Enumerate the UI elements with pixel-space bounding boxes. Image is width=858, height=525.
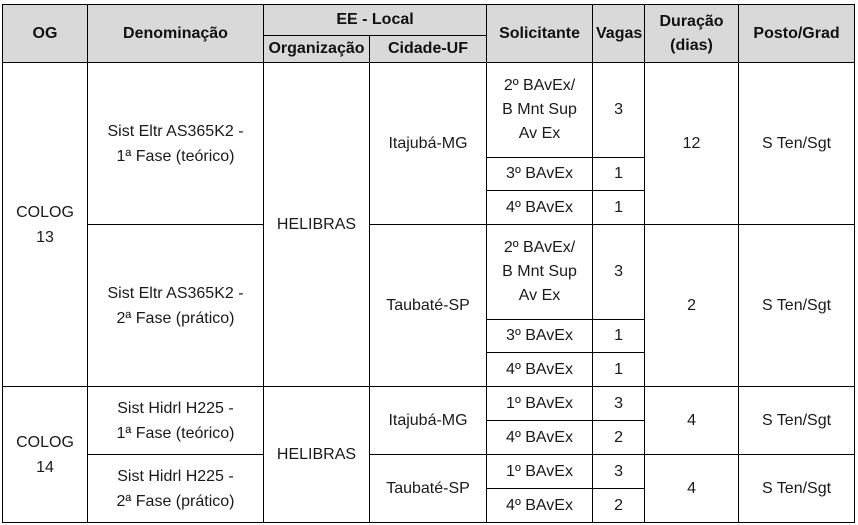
- course-name: [88, 63, 264, 225]
- vagas-cell: 1: [593, 158, 645, 191]
- course-name: [88, 387, 264, 455]
- solicitante-cell: 4º BAvEx: [487, 191, 593, 225]
- course-name-line1: Sist Eltr AS365K2 -: [107, 284, 244, 302]
- table-row: [3, 387, 855, 421]
- course-name-line2: 2ª Fase (prático): [116, 492, 235, 510]
- posto-cell: S Ten/Sgt: [739, 225, 855, 387]
- table-row: [3, 455, 855, 489]
- solicitante-line2: B Mnt Sup: [502, 263, 577, 280]
- posto-cell: S Ten/Sgt: [739, 63, 855, 225]
- og-line2: 13: [36, 228, 54, 246]
- vagas-cell: 3: [593, 225, 645, 320]
- solicitante-line2: B Mnt Sup: [502, 101, 577, 118]
- course-name-line1: Sist Eltr AS365K2 -: [107, 122, 244, 140]
- header-duracao: [645, 5, 739, 63]
- solicitante-cell: [487, 63, 593, 158]
- og-cell: [3, 387, 88, 523]
- course-name-line2: 1ª Fase (teórico): [116, 147, 235, 165]
- solicitante-line1: 2º BAvEx/: [503, 239, 576, 256]
- header-cidade-uf: Cidade-UF: [370, 36, 487, 63]
- header-duracao-line1: Duração: [659, 12, 724, 30]
- solicitante-cell: 4º BAvEx: [487, 489, 593, 523]
- og-line2: 14: [36, 458, 54, 476]
- posto-cell: S Ten/Sgt: [739, 387, 855, 455]
- vagas-cell: 3: [593, 455, 645, 489]
- og-line1: COLOG: [16, 203, 74, 221]
- course-name: [88, 455, 264, 523]
- header-posto-grad: Posto/Grad: [739, 5, 855, 63]
- cidade-cell: Itajubá-MG: [370, 387, 487, 455]
- course-name-line1: Sist Hidrl H225 -: [117, 467, 234, 485]
- header-og: OG: [3, 5, 88, 63]
- duracao-cell: 4: [645, 387, 739, 455]
- vagas-cell: 1: [593, 320, 645, 353]
- course-name-line1: Sist Hidrl H225 -: [117, 399, 234, 417]
- duracao-cell: 2: [645, 225, 739, 387]
- course-name: [88, 225, 264, 387]
- courses-table: [2, 4, 855, 523]
- table-row: [3, 63, 855, 158]
- solicitante-cell: 4º BAvEx: [487, 421, 593, 455]
- table-row: [3, 225, 855, 320]
- course-name-line2: 1ª Fase (teórico): [116, 424, 235, 442]
- header-organizacao: Organização: [264, 36, 370, 63]
- header-denominacao: Denominação: [88, 5, 264, 63]
- vagas-cell: 1: [593, 191, 645, 225]
- solicitante-cell: 1º BAvEx: [487, 455, 593, 489]
- header-duracao-line2: (dias): [670, 36, 713, 54]
- cidade-cell: Itajubá-MG: [370, 63, 487, 225]
- solicitante-line1: 2º BAvEx/: [503, 77, 576, 94]
- duracao-cell: 12: [645, 63, 739, 225]
- course-name-line2: 2ª Fase (prático): [116, 309, 235, 327]
- solicitante-cell: 4º BAvEx: [487, 353, 593, 387]
- organizacao-cell: HELIBRAS: [264, 63, 370, 387]
- vagas-cell: 2: [593, 421, 645, 455]
- solicitante-cell: [487, 225, 593, 320]
- duracao-cell: 4: [645, 455, 739, 523]
- solicitante-cell: 1º BAvEx: [487, 387, 593, 421]
- vagas-cell: 2: [593, 489, 645, 523]
- header-vagas: Vagas: [593, 5, 645, 63]
- header-ee-local: EE - Local: [264, 5, 487, 36]
- vagas-cell: 1: [593, 353, 645, 387]
- vagas-cell: 3: [593, 63, 645, 158]
- solicitante-line3: Av Ex: [518, 125, 561, 142]
- solicitante-cell: 3º BAvEx: [487, 158, 593, 191]
- cidade-cell: Taubaté-SP: [370, 225, 487, 387]
- solicitante-line3: Av Ex: [518, 287, 561, 304]
- vagas-cell: 3: [593, 387, 645, 421]
- cidade-cell: Taubaté-SP: [370, 455, 487, 523]
- solicitante-cell: 3º BAvEx: [487, 320, 593, 353]
- og-line1: COLOG: [16, 433, 74, 451]
- posto-cell: S Ten/Sgt: [739, 455, 855, 523]
- header-solicitante: Solicitante: [487, 5, 593, 63]
- og-cell: [3, 63, 88, 387]
- organizacao-cell: HELIBRAS: [264, 387, 370, 523]
